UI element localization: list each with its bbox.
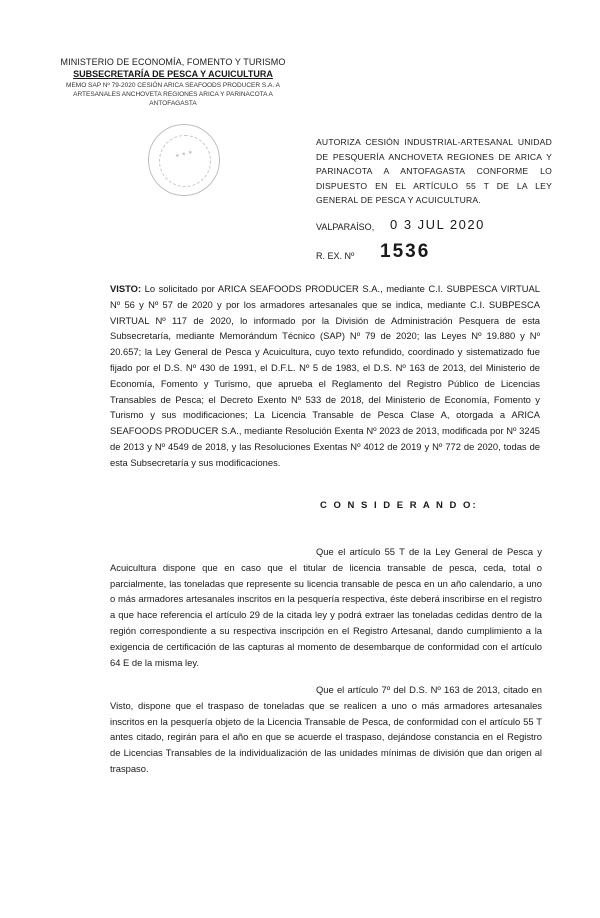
resolution-number: 1536: [380, 241, 431, 262]
place-label: VALPARAÍSO,: [316, 222, 375, 232]
document-header: [58, 56, 288, 108]
resolution-title: AUTORIZA CESIÓN INDUSTRIAL-ARTESANAL UNIDAD DE PESQUERÍA ANCHOVETA REGIONES DE ARICA Y PARINACOTA A ANTOFAGASTA CONFORME LO DISPUESTO EN EL ARTÍCULO 55 T DE LA LEY GENERAL DE PESCA Y ACUICULTURA.: [316, 137, 552, 206]
visto-label: VISTO:: [110, 283, 142, 294]
memo-reference: MEMO SAP Nº 79-2020 CESIÓN ARICA SEAFOODS PRODUCER S.A. A ARTESANALES ANCHOVETA REGIONES ARICA Y PARINACOTA A ANTOFAGASTA: [66, 82, 280, 107]
ministry-name: MINISTERIO DE ECONOMÍA, FOMENTO Y TURISMO: [60, 57, 286, 67]
subsecretaria-name: SUBSECRETARÍA DE PESCA Y ACUICULTURA: [73, 69, 273, 79]
seal-marking: ✶ ✶ ✶: [174, 149, 194, 161]
visto-text: Lo solicitado por ARICA SEAFOODS PRODUCER S.A., mediante C.I. SUBPESCA VIRTUAL Nº 56 y Nº 57 de 2020 y por los armadores artesanales que se indica, mediante C.I. SUBPESCA VIRTUAL Nº 117 de 2020, lo informado por la División de Administración Pesquera de esta Subsecretaría, mediante Memorándum Técnico (SAP) Nº 79 de 2020; las Leyes Nº 19.880 y Nº 20.657; la Ley General de Pesca y Acuicultura, cuyo texto refundido, coordinado y sistematizado fue fijado por el D.S. Nº 430 de 1991, el D.F.L. Nº 5 de 1983, el D.S. Nº 163 de 2013, del Ministerio de Economía, Fomento y Turismo, que aprueba el Reglamento del Registro Público de Licencias Transables de Pesca; el Decreto Exento Nº 533 de 2018, del Ministerio de Economía, Fomento y Turismo y sus modificaciones; La Licencia Transable de Pesca Clase A, otorgada a ARICA SEAFOODS PRODUCER S.A., mediante Resolución Exenta Nº 2023 de 2013, modificada por Nº 3245 de 2013 y Nº 4549 de 2018, y las Resoluciones Exentas Nº 4012 de 2019 y Nº 772 de 2020, todas de esta Subsecretaría y sus modificaciones.: [110, 283, 540, 468]
considerando-paragraph-1: Que el artículo 55 T de la Ley General de Pesca y Acuicultura dispone que en caso que el titular de licencia transable de pesca, ceda, total o parcialmente, las toneladas que represente su licencia transable de pesca en un año calendario, a uno o más armadores artesanales inscritos en la pesquería respectiva, éste deberá inscribirse en el registro a que hace referencia el artículo 29 de la citada ley y podrá extraer las toneladas cedidas dentro de la región correspondiente a su respectiva inscripción en el Registro Artesanal, dando cumplimiento a la exigencia de certificación de las capturas al momento de desembarque de conformidad con el artículo 64 E de la misma ley.: [110, 546, 542, 668]
visto-paragraph: [110, 281, 540, 471]
considerando-heading: C O N S I D E R A N D O:: [320, 500, 478, 511]
resolution-number-label: R. EX. Nº: [316, 251, 355, 261]
official-seal-stamp: [148, 124, 220, 196]
considerando-paragraph-2: Que el artículo 7º del D.S. Nº 163 de 2013, citado en Visto, dispone que el traspaso de toneladas que se realicen a uno o más armadores artesanales inscritos en la pesquería objeto de la Licencia Transable de Pesca, de conformidad con el artículo 55 T antes citado, regirán para el año en que se acuerde el traspaso, dejándose constancia en el Registro de Licencias Transables de la individualización de las unidades mínimas de división que dan origen al traspaso.: [110, 684, 542, 774]
resolution-date: 0 3 JUL 2020: [390, 217, 485, 232]
